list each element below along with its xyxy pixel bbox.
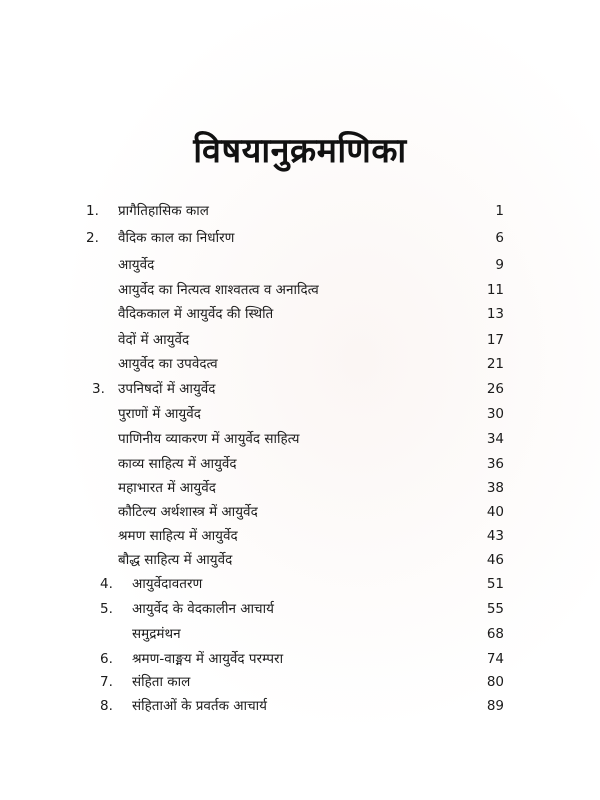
entry-label: श्रमण साहित्य में आयुर्वेद (118, 528, 238, 544)
entry-label: संहिता काल (132, 674, 191, 690)
entry-number: 4. (100, 576, 113, 592)
entry-label: आयुर्वेद का नित्यत्व शाश्वतत्व व अनादित्व (118, 282, 319, 298)
entry-number: 5. (100, 601, 113, 617)
entry-label: प्रागैतिहासिक काल (118, 203, 209, 219)
entry-label: समुद्रमंथन (132, 626, 181, 642)
entry-page: 89 (486, 698, 504, 714)
page-title: विषयानुक्रमणिका (193, 131, 407, 171)
entry-number: 1. (86, 203, 99, 219)
entry-page: 1 (495, 203, 504, 219)
entry-label: वैदिककाल में आयुर्वेद की स्थिति (118, 306, 274, 322)
entry-number: 6. (100, 651, 113, 667)
entry-label: महाभारत में आयुर्वेद (118, 480, 216, 496)
entry-label: बौद्ध साहित्य में आयुर्वेद (118, 552, 233, 568)
entry-page: 26 (486, 381, 504, 397)
entry-label: वैदिक काल का निर्धारण (118, 230, 235, 246)
entry-label: उपनिषदों में आयुर्वेद (118, 381, 216, 397)
entry-page: 30 (486, 406, 504, 422)
entry-page: 46 (486, 552, 504, 568)
entry-page: 43 (486, 528, 504, 544)
entry-page: 36 (486, 456, 504, 472)
entry-label: आयुर्वेद (118, 257, 155, 273)
entry-label: आयुर्वेद का उपवेदत्व (118, 356, 218, 372)
entry-page: 11 (486, 282, 504, 298)
entry-label: कौटिल्य अर्थशास्त्र में आयुर्वेद (118, 504, 258, 520)
entry-page: 51 (486, 576, 504, 592)
entry-page: 13 (486, 306, 504, 322)
entry-page: 34 (486, 431, 504, 447)
entry-page: 80 (486, 674, 504, 690)
entry-page: 17 (486, 332, 504, 348)
entry-label: पुराणों में आयुर्वेद (118, 406, 201, 422)
entry-label: आयुर्वेदावतरण (132, 576, 203, 592)
entry-page: 74 (486, 651, 504, 667)
entry-page: 68 (486, 626, 504, 642)
entry-label: काव्य साहित्य में आयुर्वेद (118, 456, 237, 472)
entry-number: 3. (92, 381, 105, 397)
entry-label: पाणिनीय व्याकरण में आयुर्वेद साहित्य (118, 431, 300, 447)
entry-label: श्रमण-वाङ्मय में आयुर्वेद परम्परा (132, 651, 284, 667)
entry-page: 21 (486, 356, 504, 372)
entry-label: संहिताओं के प्रवर्तक आचार्य (132, 698, 267, 714)
entry-label: वेदों में आयुर्वेद (118, 332, 190, 348)
entry-page: 6 (495, 230, 504, 246)
entry-page: 40 (486, 504, 504, 520)
entry-number: 8. (100, 698, 113, 714)
entry-number: 7. (100, 674, 113, 690)
entry-number: 2. (86, 230, 99, 246)
entry-page: 9 (495, 257, 504, 273)
entry-page: 38 (486, 480, 504, 496)
entry-label: आयुर्वेद के वेदकालीन आचार्य (132, 601, 274, 617)
entry-page: 55 (486, 601, 504, 617)
